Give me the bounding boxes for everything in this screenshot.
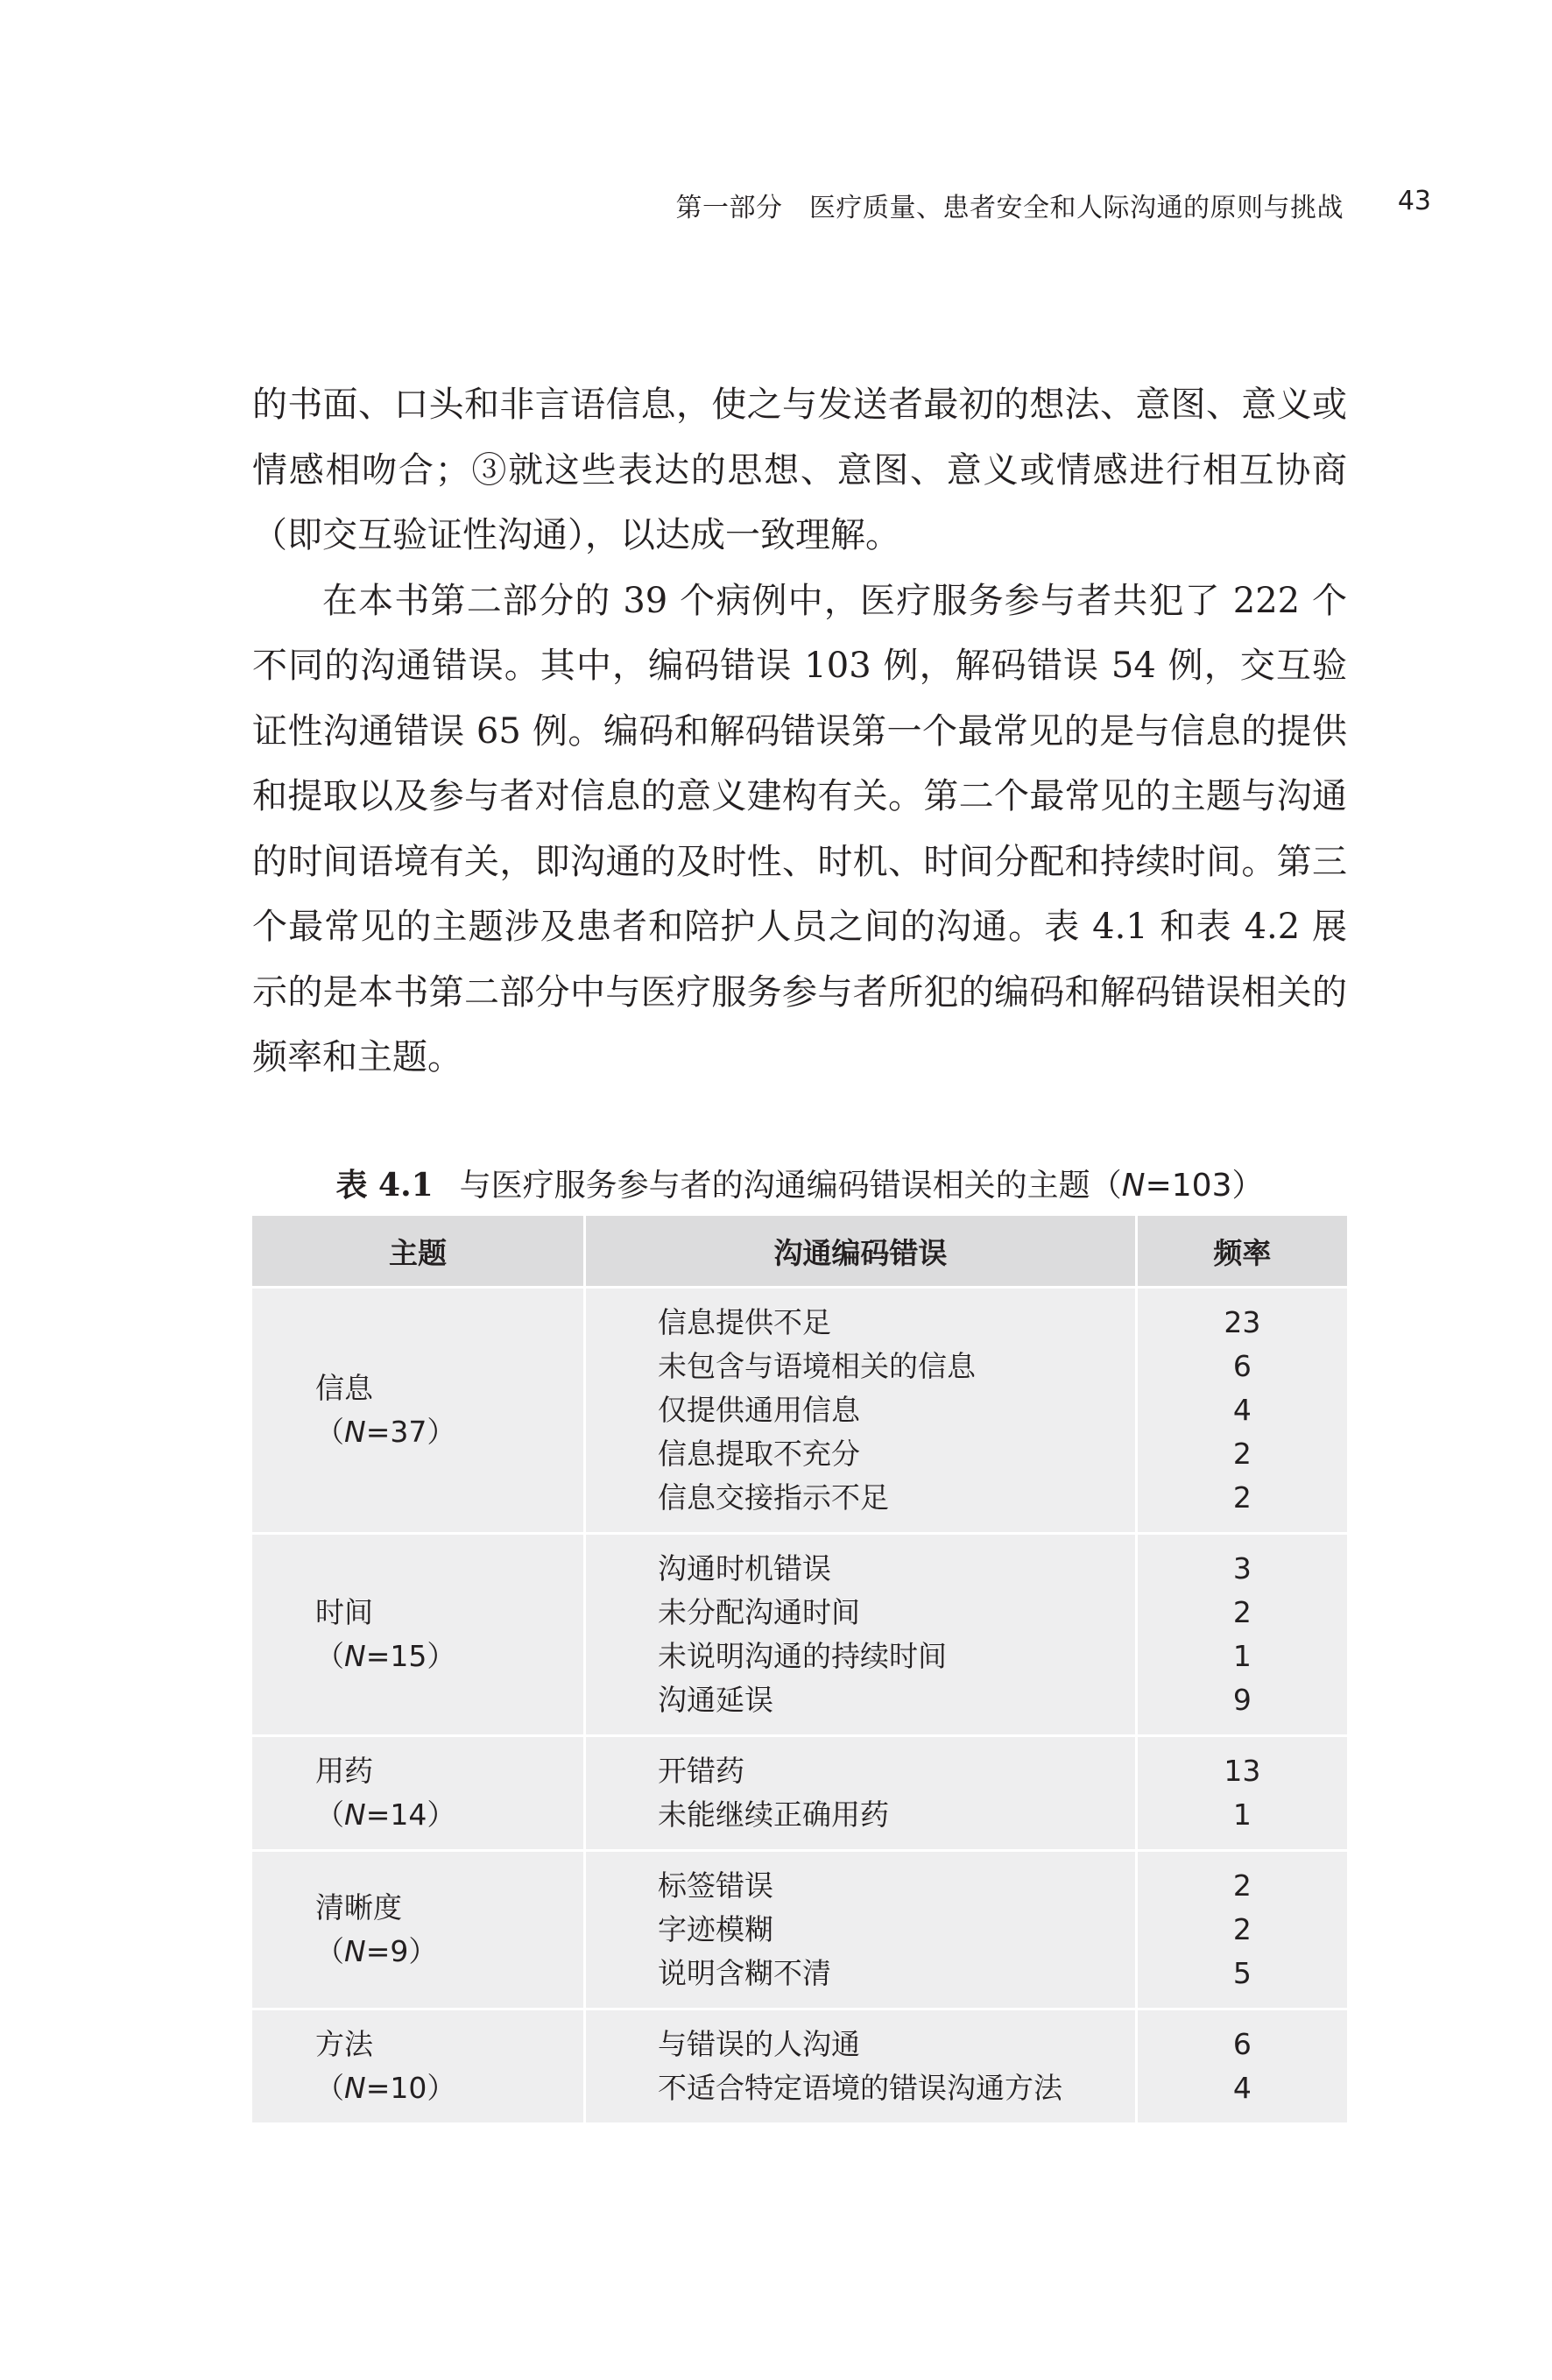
error-topic-table (252, 1216, 1347, 2125)
topic-count-value: =10） (365, 2071, 456, 2105)
table-caption-number: 表 4.1 (335, 1167, 434, 1204)
topic-name: 信息 (315, 1371, 373, 1405)
frequency-value: 2 (1232, 1480, 1252, 1515)
topic-name: 用药 (315, 1754, 373, 1788)
topic-name: 方法 (315, 2027, 373, 2061)
paragraph-1: 的书面、口头和非言语信息，使之与发送者最初的想法、意图、意义或情感相吻合；③就这些表达的思想、意图、意义或情感进行相互协商（即交互验证性沟通），以达成一致理解。 (252, 385, 1347, 555)
topic-cell (252, 2009, 584, 2124)
error-item: 未分配沟通时间 (657, 1595, 860, 1629)
frequency-value: 3 (1232, 1551, 1252, 1585)
frequency-cell (1136, 2009, 1347, 2124)
topic-cell (252, 1288, 584, 1534)
table-row (252, 2009, 1347, 2124)
topic-count-label: N (344, 1639, 366, 1673)
frequency-value: 1 (1232, 1639, 1252, 1673)
topic-name: 清晰度 (315, 1890, 402, 1924)
error-cell (584, 2009, 1136, 2124)
topic-count-open: （ (315, 1797, 344, 1832)
topic-count-value: =9） (365, 1934, 438, 1968)
frequency-value: 6 (1232, 2027, 1252, 2061)
table-caption-text: 与医疗服务参与者的沟通编码错误相关的主题（ (459, 1168, 1122, 1204)
error-item: 字迹模糊 (657, 1912, 773, 1946)
frequency-value: 13 (1224, 1754, 1261, 1788)
topic-count-open: （ (315, 1415, 344, 1449)
topic-count-label: N (344, 1415, 366, 1449)
frequency-value: 4 (1232, 2071, 1252, 2105)
frequency-value: 2 (1232, 1437, 1252, 1471)
frequency-cell (1136, 1288, 1347, 1534)
topic-count (315, 2066, 583, 2110)
topic-cell (252, 1534, 584, 1736)
frequency-cell (1136, 1851, 1347, 2009)
topic-cell (252, 1851, 584, 2009)
page-number: 43 (1397, 186, 1431, 216)
topic-count-label: N (344, 1797, 366, 1832)
frequency-value: 2 (1232, 1595, 1252, 1629)
topic-count (315, 1635, 583, 1678)
topic-count-value: =37） (365, 1415, 456, 1449)
error-item: 不适合特定语境的错误沟通方法 (657, 2071, 1062, 2105)
error-item: 信息交接指示不足 (657, 1480, 889, 1515)
error-item: 说明含糊不清 (657, 1956, 831, 1990)
table-caption-n-label: N (1121, 1168, 1146, 1204)
frequency-cell (1136, 1534, 1347, 1736)
table-caption-n-value: =103） (1145, 1168, 1264, 1204)
section-title: 第一部分 医疗质量、患者安全和人际沟通的原则与挑战 (675, 193, 1344, 223)
error-item: 沟通延误 (657, 1683, 773, 1717)
error-cell (584, 1534, 1136, 1736)
table-caption (252, 1161, 1347, 1205)
header-topic: 主题 (252, 1216, 584, 1288)
error-item: 信息提取不充分 (657, 1437, 860, 1471)
frequency-value: 5 (1232, 1956, 1252, 1990)
frequency-value: 9 (1232, 1683, 1252, 1717)
table-body (252, 1288, 1347, 2124)
topic-count-open: （ (315, 1639, 344, 1673)
topic-count-open: （ (315, 1934, 344, 1968)
topic-count (315, 1793, 583, 1837)
topic-count-value: =14） (365, 1797, 456, 1832)
error-item: 与错误的人沟通 (657, 2027, 860, 2061)
topic-count-label: N (344, 2071, 366, 2105)
header-frequency: 频率 (1136, 1216, 1347, 1288)
table-row (252, 1288, 1347, 1534)
frequency-value: 2 (1232, 1868, 1252, 1903)
table-row (252, 1534, 1347, 1736)
error-cell (584, 1736, 1136, 1851)
topic-name: 时间 (315, 1595, 373, 1629)
body-text (252, 372, 1347, 1091)
error-item: 沟通时机错误 (657, 1551, 831, 1585)
error-item: 信息提供不足 (657, 1305, 831, 1339)
error-cell (584, 1288, 1136, 1534)
table-row (252, 1736, 1347, 1851)
error-cell (584, 1851, 1136, 2009)
error-item: 开错药 (657, 1754, 744, 1788)
error-item: 仅提供通用信息 (657, 1393, 860, 1427)
table-row (252, 1851, 1347, 2009)
paragraph-2: 在本书第二部分的 39 个病例中，医疗服务参与者共犯了 222 个不同的沟通错误。其中，编码错误 103 例，解码错误 54 例，交互验证性沟通错误 65 例。编码和解码错误第一个最常见的是与信息的提供和提取以及参与者对信息的意义建构有关。第二个最常见的主题与沟通的时间语境有关，即沟通的及时性、时机、时间分配和持续时间。第三个最常见的主题涉及患者和陪护人员之间的沟通。表 4.1 和表 4.2 展示的是本书第二部分中与医疗服务参与者所犯的编码和解码错误相关的频率和主题。 (252, 580, 1347, 1077)
frequency-value: 2 (1232, 1912, 1252, 1946)
frequency-cell (1136, 1736, 1347, 1851)
frequency-value: 6 (1232, 1349, 1252, 1383)
frequency-value: 23 (1224, 1305, 1261, 1339)
topic-count (315, 1930, 583, 1974)
topic-count-label: N (344, 1934, 366, 1968)
topic-count-open: （ (315, 2071, 344, 2105)
header-error: 沟通编码错误 (584, 1216, 1136, 1288)
topic-count-value: =15） (365, 1639, 456, 1673)
error-item: 未说明沟通的持续时间 (657, 1639, 947, 1673)
error-item: 标签错误 (657, 1868, 773, 1903)
error-item: 未包含与语境相关的信息 (657, 1349, 976, 1383)
topic-cell (252, 1736, 584, 1851)
error-item: 未能继续正确用药 (657, 1797, 889, 1832)
frequency-value: 4 (1232, 1393, 1252, 1427)
table-header-row (252, 1216, 1347, 1288)
running-header (0, 186, 1552, 221)
frequency-value: 1 (1232, 1797, 1252, 1832)
topic-count (315, 1410, 583, 1454)
